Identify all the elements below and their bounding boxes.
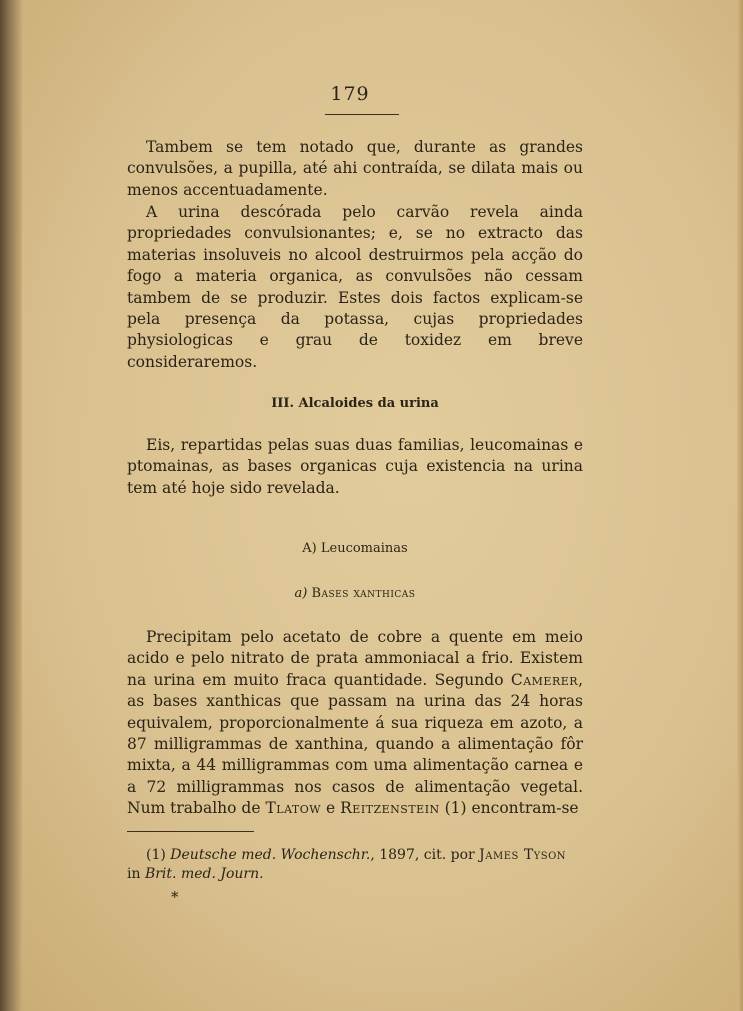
footnote-middle: , 1897, cit. por — [370, 847, 480, 863]
footnote-source: Brit. med. Journ. — [144, 866, 264, 882]
paragraph-xanthic-conj: e — [321, 799, 341, 818]
author-tlatow: Tlatow — [265, 799, 322, 818]
paragraph-convulsions: Tambem se tem notado que, durante as grandes convulsões, a pupilla, até ahi contraída, se dilata mais ou menos accentuadamente. — [127, 138, 583, 199]
signature-mark: * — [171, 888, 179, 906]
subsection-marker: A) — [302, 541, 317, 556]
subsection-title: Leucomainas — [320, 541, 408, 556]
paragraph-bases-intro: Eis, repartidas pelas suas duas familias, leucomainas e ptomainas, as bases organicas cuja existencia na urina tem até hoje sido revelada. — [127, 436, 583, 497]
section-heading — [127, 396, 583, 411]
section-number: III. — [271, 396, 294, 411]
section-title: Alcaloides da urina — [298, 396, 439, 411]
paragraph-xanthic-text-1: Precipitam pelo acetato de cobre a quente em meio acido e pelo nitrato de prata ammoniacal a frio. Existem na urina em muito fraca quantidade. Segundo — [127, 628, 583, 689]
footnote-marker: (1) — [146, 847, 166, 863]
paragraph-urine-properties: A urina descórada pelo carvão revela ainda propriedades convulsionantes; e, se no extracto das materias insoluveis no alcool destruirmos pela acção do fogo a materia organica, as convulsões não cessam tambem de se produzir. Estes dois factos explicam-se pela presença da potassa, cujas propriedades physiologicas e grau de toxidez em breve consideraremos. — [127, 203, 583, 371]
subsubsection-marker: a) — [294, 586, 308, 601]
page-edge — [737, 0, 743, 1011]
header-rule — [325, 114, 399, 115]
subsubsection-title: Bases xanthicas — [311, 586, 416, 601]
author-camerer: Camerer — [510, 670, 579, 689]
paragraph-xanthic-text-2: , as bases xanthicas que passam na urina das 24 horas equivalem, proporcionalmente á sua riqueza em azoto, a 87 milligrammas de xanthina, quando a alimentação fôr mixta, a 44 milligrammas com uma alimentação carnea e a 72 milligrammas nos casos de alimentação vegetal. Num trabalho de — [127, 670, 583, 818]
book-spine-shadow — [0, 0, 22, 1011]
author-reitzenstein: Reitzenstein — [340, 799, 440, 818]
paragraph-xanthic-bases — [127, 627, 583, 820]
subsection-heading — [127, 541, 583, 556]
footnote — [127, 846, 583, 884]
footnote-rule — [127, 831, 254, 832]
paragraph-xanthic-text-3: (1) encontram-se — [439, 799, 579, 818]
footnote-in: in — [127, 866, 145, 882]
footnote-author: James Tyson — [479, 847, 567, 863]
footnote-journal: Deutsche med. Wochenschr. — [170, 847, 371, 863]
page-number: 179 — [330, 83, 370, 105]
subsubsection-heading — [127, 586, 583, 601]
